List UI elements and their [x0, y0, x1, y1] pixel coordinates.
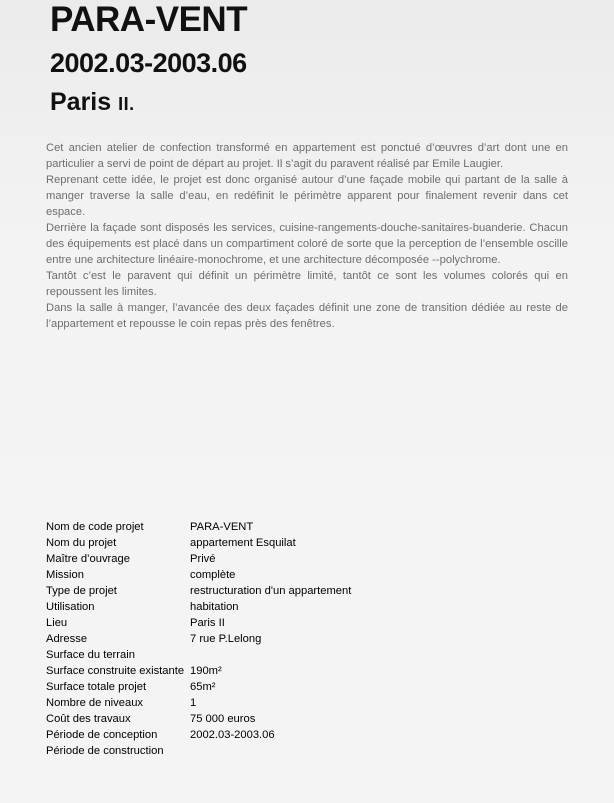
detail-row — [46, 583, 446, 599]
description-paragraph: Reprenant cette idée, le projet est donc organisé autour d’une façade mobile qui partant de la salle à manger traverse la salle d’eau, en redéfinit le périmètre apparent pour finalement revenir dans cet espace. — [46, 174, 568, 218]
description-paragraph: Cet ancien atelier de confection transformé en appartement est ponctué d’œuvres d’art dont une en particulier a servi de point de départ au projet. Il s’agit du paravent réalisé par Emile Laugier. — [46, 142, 568, 170]
detail-label: Nombre de niveaux — [46, 697, 144, 709]
detail-label: Période de conception — [46, 729, 158, 741]
detail-row — [46, 599, 446, 615]
detail-label: Type de projet — [46, 585, 117, 597]
detail-label: Maître d’ouvrage — [46, 553, 130, 565]
detail-value: restructuration d'un appartement — [190, 585, 352, 597]
project-dates: 2002.03-2003.06 — [50, 48, 247, 78]
detail-row — [46, 743, 446, 759]
detail-label: Mission — [46, 569, 84, 581]
detail-row — [46, 679, 446, 695]
detail-row — [46, 535, 446, 551]
detail-label: Lieu — [46, 617, 68, 629]
detail-row — [46, 615, 446, 631]
project-description — [46, 140, 568, 332]
description-paragraph: Derrière la façade sont disposés les services, cuisine-rangements-douche-sanitaires-buanderie. Chacun des équipements est placé dans un compartiment coloré de sorte que la perception de l’ensemble oscille entre une architecture linéaire-monochrome, et une architecture décomposée --polychrome. — [46, 222, 568, 266]
description-paragraph: Dans la salle à manger, l’avancée des deux façades définit une zone de transition dédiée au reste de l’appartement et repousse le coin repas près des fenêtres. — [46, 302, 568, 330]
detail-row — [46, 551, 446, 567]
detail-label: Surface construite existante — [46, 665, 185, 677]
detail-value: appartement Esquilat — [190, 537, 296, 549]
detail-label: Surface du terrain — [46, 649, 135, 661]
detail-row — [46, 567, 446, 583]
project-city — [50, 86, 370, 120]
city-arrondissement: II. — [118, 94, 135, 114]
detail-label: Nom de code projet — [46, 521, 144, 533]
detail-row — [46, 695, 446, 711]
detail-row — [46, 631, 446, 647]
detail-value: 1 — [190, 697, 197, 709]
detail-label: Surface totale projet — [46, 681, 147, 693]
detail-value: Privé — [190, 553, 216, 565]
detail-label: Utilisation — [46, 601, 95, 613]
detail-value: 2002.03-2003.06 — [190, 729, 275, 741]
detail-row — [46, 727, 446, 743]
detail-value: 190m² — [190, 665, 222, 677]
detail-value: complète — [190, 569, 236, 581]
project-header — [50, 0, 370, 120]
project-details-table — [46, 519, 446, 759]
detail-value: PARA-VENT — [190, 521, 254, 533]
detail-value: habitation — [190, 601, 239, 613]
detail-value: 65m² — [190, 681, 216, 693]
description-paragraph: Tantôt c’est le paravent qui définit un périmètre limité, tantôt ce sont les volumes colorés qui en repoussent les limites. — [46, 270, 568, 298]
city-name: Paris — [50, 88, 112, 116]
detail-row — [46, 519, 446, 535]
detail-value: Paris II — [190, 617, 225, 629]
project-title: PARA-VENT — [50, 0, 248, 39]
detail-row — [46, 647, 446, 663]
detail-label: Adresse — [46, 633, 88, 645]
detail-value: 75 000 euros — [190, 713, 256, 725]
detail-label: Nom du projet — [46, 537, 117, 549]
detail-label: Période de construction — [46, 745, 164, 757]
detail-label: Coût des travaux — [46, 713, 131, 725]
detail-row — [46, 663, 446, 679]
detail-row — [46, 711, 446, 727]
detail-value: 7 rue P.Lelong — [190, 633, 262, 645]
